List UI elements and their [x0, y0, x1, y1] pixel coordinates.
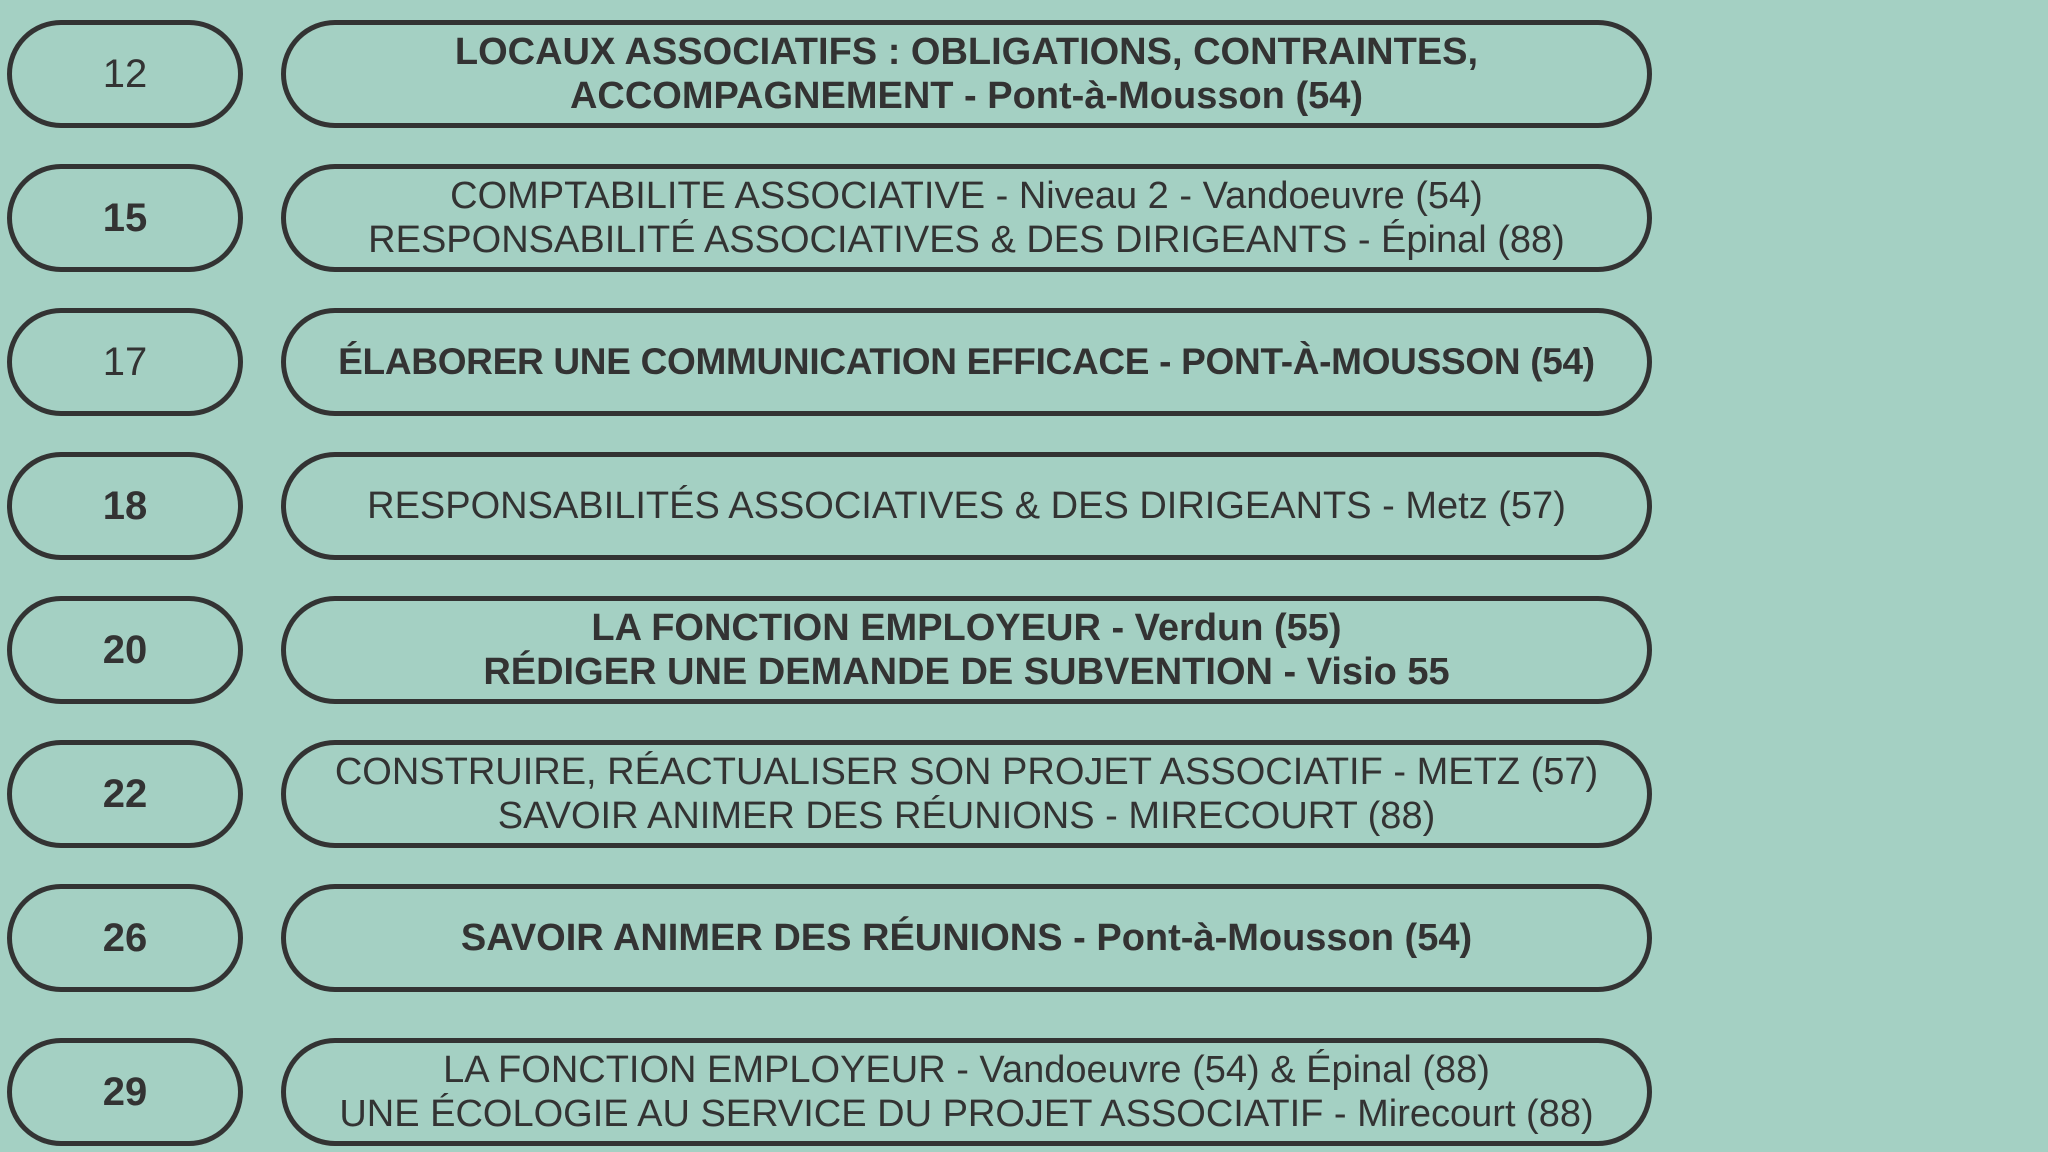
schedule-row — [0, 452, 2048, 566]
event-line: COMPTABILITE ASSOCIATIVE - Niveau 2 - Vandoeuvre (54) — [450, 175, 1483, 217]
event-line: LA FONCTION EMPLOYEUR - Verdun (55) — [591, 607, 1342, 649]
day-badge: 18 — [7, 452, 243, 560]
event-line: LOCAUX ASSOCIATIFS : OBLIGATIONS, CONTRAINTES, — [454, 31, 1479, 73]
event-pill — [281, 740, 1652, 848]
event-pill — [281, 308, 1652, 416]
day-badge: 15 — [7, 164, 243, 272]
event-line: SAVOIR ANIMER DES RÉUNIONS - MIRECOURT (88) — [497, 795, 1436, 837]
event-pill — [281, 1038, 1652, 1146]
schedule-row — [0, 20, 2048, 134]
schedule-row — [0, 596, 2048, 710]
schedule-row — [0, 308, 2048, 422]
event-line: RESPONSABILITÉS ASSOCIATIVES & DES DIRIGEANTS - Metz (57) — [367, 485, 1566, 527]
event-line: ACCOMPAGNEMENT - Pont-à-Mousson (54) — [569, 75, 1364, 117]
schedule-row — [0, 164, 2048, 278]
event-line: UNE ÉCOLOGIE AU SERVICE DU PROJET ASSOCIATIF - Mirecourt (88) — [339, 1093, 1594, 1135]
event-pill — [281, 884, 1652, 992]
schedule-row — [0, 1038, 2048, 1152]
event-line: SAVOIR ANIMER DES RÉUNIONS - Pont-à-Mousson (54) — [460, 917, 1473, 959]
schedule-row — [0, 740, 2048, 854]
day-badge: 22 — [7, 740, 243, 848]
day-badge: 26 — [7, 884, 243, 992]
event-pill — [281, 164, 1652, 272]
event-line: ÉLABORER UNE COMMUNICATION EFFICACE - PONT-À-MOUSSON (54) — [338, 341, 1595, 382]
day-badge: 17 — [7, 308, 243, 416]
event-line: CONSTRUIRE, RÉACTUALISER SON PROJET ASSOCIATIF - METZ (57) — [334, 751, 1599, 793]
day-badge: 20 — [7, 596, 243, 704]
event-line: LA FONCTION EMPLOYEUR - Vandoeuvre (54) & Épinal (88) — [443, 1049, 1490, 1091]
schedule-row — [0, 884, 2048, 998]
event-pill — [281, 596, 1652, 704]
event-line: RÉDIGER UNE DEMANDE DE SUBVENTION - Visio 55 — [483, 651, 1450, 693]
event-pill — [281, 20, 1652, 128]
event-pill — [281, 452, 1652, 560]
event-line: RESPONSABILITÉ ASSOCIATIVES & DES DIRIGEANTS - Épinal (88) — [368, 219, 1565, 261]
day-badge: 12 — [7, 20, 243, 128]
day-badge: 29 — [7, 1038, 243, 1146]
